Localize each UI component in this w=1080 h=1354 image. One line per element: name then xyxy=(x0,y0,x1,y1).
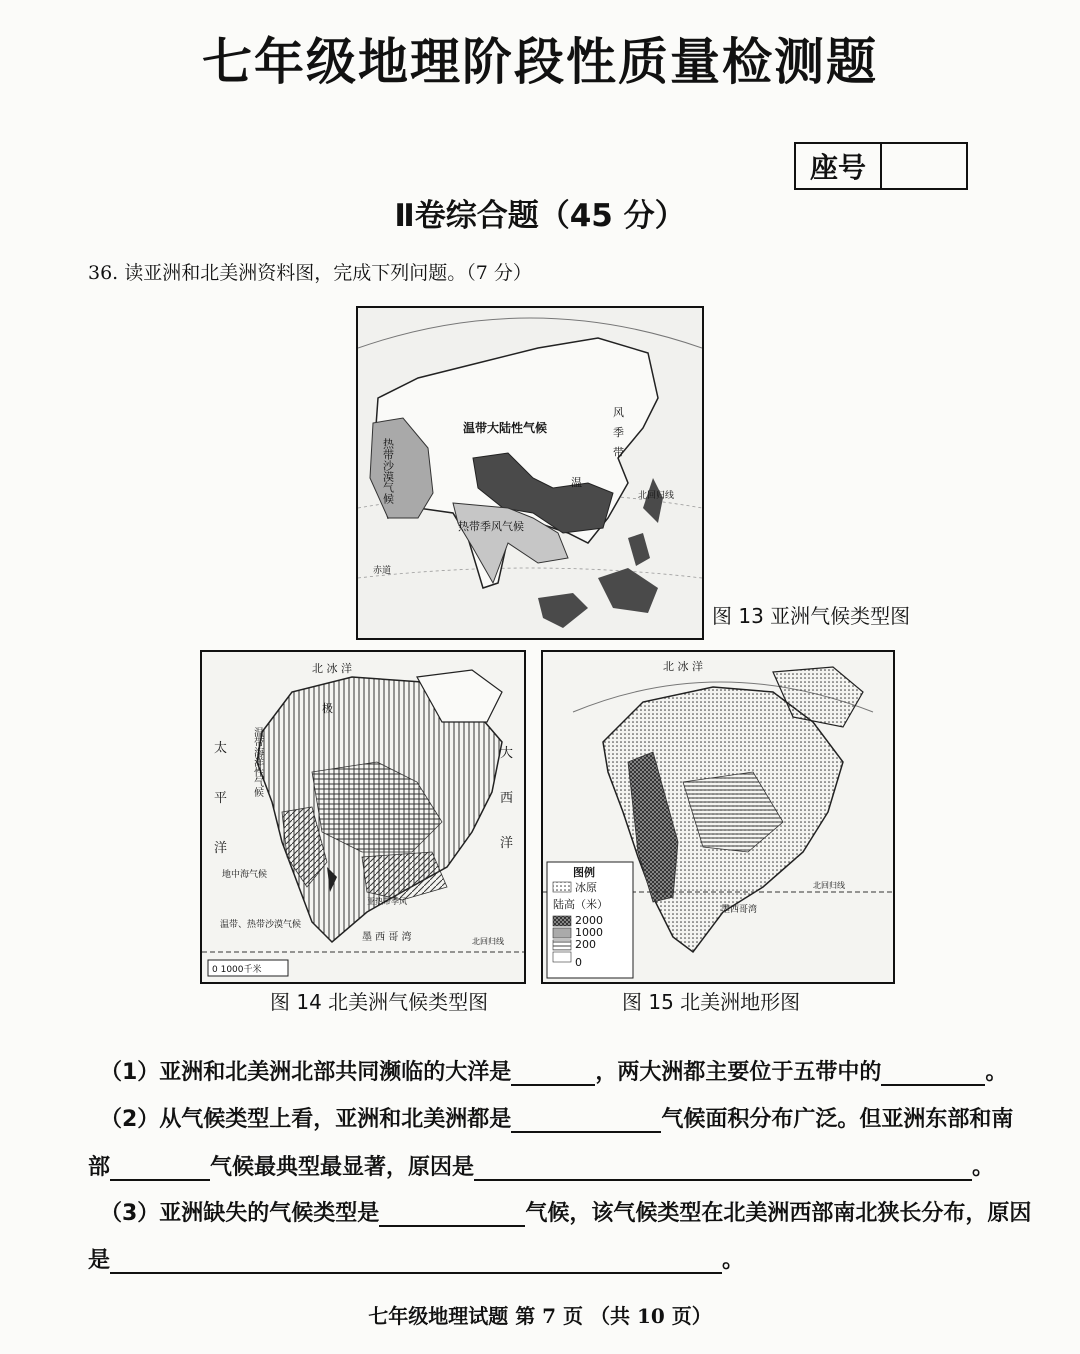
q2-text-b: 气候面积分布广泛。但亚洲东部和南 xyxy=(661,1107,1014,1132)
north-america-terrain-map xyxy=(541,650,895,984)
label-atlantic-2: 西 xyxy=(500,791,514,806)
question-3-line-1 xyxy=(100,1196,1031,1227)
label-gulf-15: 墨西哥湾 xyxy=(721,905,758,915)
q2-text-c: 部 xyxy=(88,1155,111,1180)
label-tropic-15: 北回归线 xyxy=(813,881,845,890)
question-2-line-1 xyxy=(100,1102,1013,1133)
q3-text-b: 气候，该气候类型在北美洲西部南北狭长分布，原因 xyxy=(525,1201,1032,1226)
q3-text-c: 是 xyxy=(88,1248,111,1273)
q1-text-c: 。 xyxy=(985,1060,1008,1085)
q3-blank-2[interactable] xyxy=(110,1250,722,1274)
q2-text-a: （2）从气候类型上看，亚洲和北美洲都是 xyxy=(100,1107,512,1132)
legend-elevation: 陆高（米） xyxy=(553,898,608,911)
legend-level-2000: 2000 xyxy=(575,914,603,927)
legend-level-0: 0 xyxy=(575,956,582,969)
q2-text-d: 气候最典型最显著，原因是 xyxy=(210,1155,475,1180)
label-temperate-continental: 温带大陆性气候 xyxy=(463,421,548,435)
label-temperate: 温 xyxy=(571,476,582,489)
label-wind-1: 风 xyxy=(613,406,624,419)
label-desert: 温带、热带沙漠气候 xyxy=(220,920,302,930)
terrain-legend xyxy=(547,862,633,978)
label-tropic: 北回归线 xyxy=(472,937,504,946)
label-arctic-ocean: 北 冰 洋 xyxy=(312,662,352,675)
q2-blank-2[interactable] xyxy=(110,1157,210,1181)
q3-text-d: 。 xyxy=(722,1248,745,1273)
legend-level-200: 200 xyxy=(575,938,596,951)
q3-text-a: （3）亚洲缺失的气候类型是 xyxy=(100,1201,380,1226)
label-polar: 极 xyxy=(322,702,333,715)
label-mediterranean: 地中海气候 xyxy=(222,870,268,880)
section-title: Ⅱ卷综合题（45 分） xyxy=(394,198,686,234)
q1-text-a: （1）亚洲和北美洲北部共同濒临的大洋是 xyxy=(100,1060,512,1085)
label-subtropical: 亚热带季风 xyxy=(367,897,407,906)
label-pacific-3: 洋 xyxy=(214,841,228,856)
legend-level-1000: 1000 xyxy=(575,926,603,939)
label-pacific-2: 平 xyxy=(214,791,228,806)
page-footer: 七年级地理试题 第 7 页 （共 10 页） xyxy=(368,1304,712,1328)
q1-text-b: ，两大洲都主要位于五带中的 xyxy=(595,1060,882,1085)
label-tropical-monsoon: 热带季风气候 xyxy=(458,520,524,533)
q1-blank-1[interactable] xyxy=(511,1062,595,1086)
page-title: 七年级地理阶段性质量检测题 xyxy=(202,33,878,91)
q2-blank-1[interactable] xyxy=(511,1109,661,1133)
caption-map15: 图 15 北美洲地形图 xyxy=(622,990,801,1014)
label-arctic-ocean-15: 北 冰 洋 xyxy=(663,660,703,673)
question-3-line-2 xyxy=(88,1243,744,1274)
question-36-prompt: 36. 读亚洲和北美洲资料图，完成下列问题。（7 分） xyxy=(88,262,532,284)
seat-input-cell[interactable] xyxy=(882,144,966,188)
asia-climate-map xyxy=(356,306,704,640)
label-gulf-of-mexico: 墨 西 哥 湾 xyxy=(362,932,412,943)
question-2-line-2 xyxy=(88,1150,994,1181)
label-equator: 赤道 xyxy=(373,566,392,576)
label-season: 季 xyxy=(613,426,624,439)
label-atlantic-3: 洋 xyxy=(500,836,514,851)
north-america-climate-map xyxy=(200,650,526,984)
q3-blank-1[interactable] xyxy=(379,1203,525,1227)
legend-title: 图例 xyxy=(573,866,595,879)
legend-ice: 冰原 xyxy=(575,881,597,894)
q2-blank-3[interactable] xyxy=(474,1157,972,1181)
seat-label: 座号 xyxy=(796,144,882,188)
label-marine: 温带海洋性气候 xyxy=(251,727,263,797)
label-atlantic-1: 大 xyxy=(500,746,514,761)
label-zone: 带 xyxy=(613,446,624,459)
caption-map14: 图 14 北美洲气候类型图 xyxy=(270,990,489,1014)
label-tropical-desert: 热带沙漠气候 xyxy=(381,438,395,504)
q2-text-e: 。 xyxy=(972,1155,995,1180)
seat-number-box xyxy=(794,142,968,190)
scale-bar: 0 1000千米 xyxy=(212,965,262,975)
caption-map13: 图 13 亚洲气候类型图 xyxy=(712,604,911,628)
q1-blank-2[interactable] xyxy=(881,1062,985,1086)
question-1 xyxy=(100,1055,1007,1086)
label-pacific-1: 太 xyxy=(214,741,228,756)
label-tropic-of-cancer: 北回归线 xyxy=(638,491,675,501)
